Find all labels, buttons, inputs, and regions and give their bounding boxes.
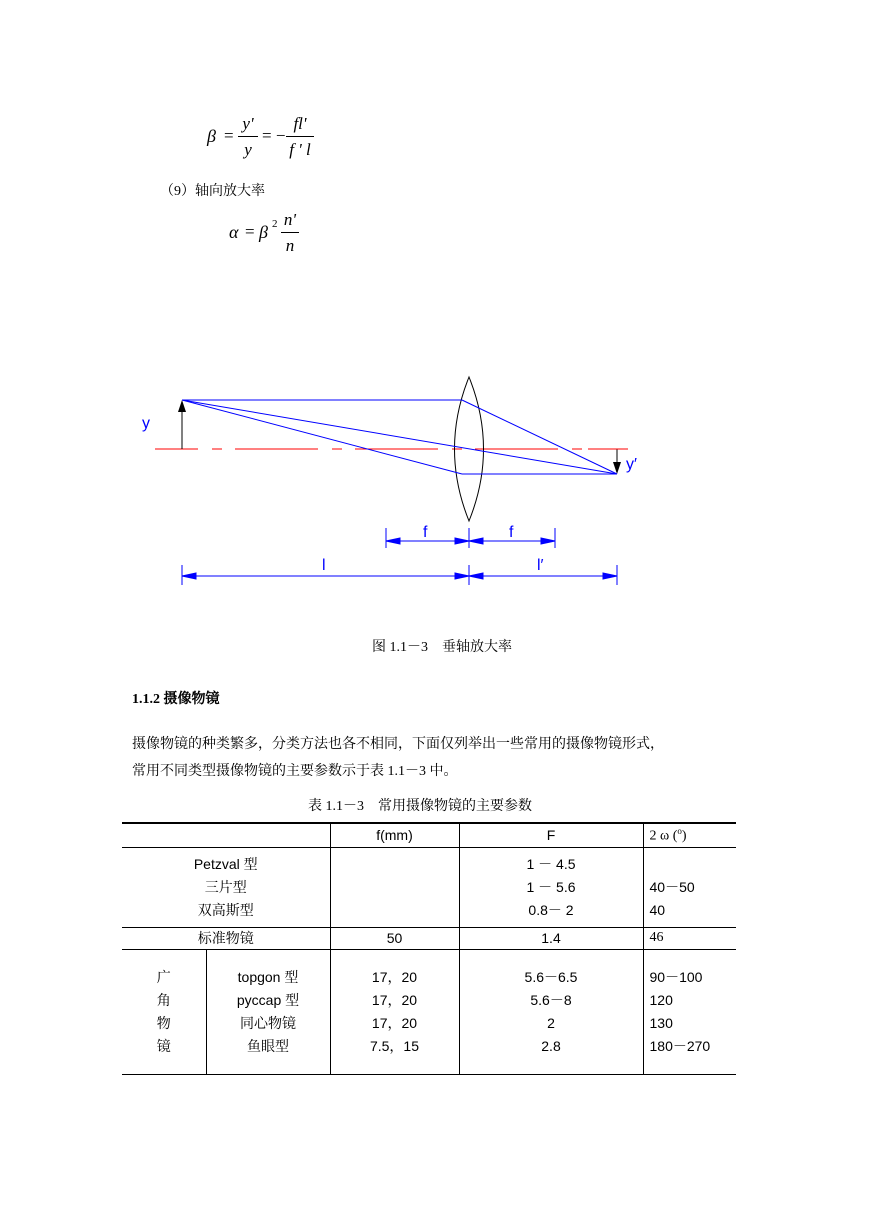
cell (331, 853, 459, 876)
cell (331, 876, 459, 899)
cell: topgon 型 (237, 968, 299, 985)
label-f-left: f (423, 524, 428, 541)
fraction-numerator: n' (283, 210, 297, 229)
section-heading: 1.1.2 摄像物镜 (132, 692, 220, 707)
fraction-denominator: f ' l (289, 140, 311, 159)
header-f: f(mm) (330, 823, 459, 847)
cell: 40－50 (649, 878, 695, 895)
equals-minus: = − (262, 126, 286, 145)
label-y: y (142, 415, 150, 432)
beta-symbol: β (207, 126, 216, 146)
table-header-row (122, 823, 736, 847)
header-F: F (459, 823, 643, 847)
cell: 1 － 5.6 (526, 878, 576, 895)
label-l: l (322, 557, 326, 574)
focal-dimension (386, 528, 555, 548)
cell: 17，20 (371, 991, 418, 1008)
group1-types (122, 847, 330, 927)
table-row-wide-angle (122, 949, 736, 1074)
cell: 1 － 4.5 (526, 855, 576, 872)
fraction-numerator: fl' (293, 114, 307, 133)
cell: 50 (330, 927, 459, 949)
wide-f (330, 949, 459, 1074)
header-w-sup: o (677, 825, 682, 836)
fraction-numerator: y' (242, 114, 254, 133)
type-petzval: Petzval 型 (193, 855, 258, 872)
cell: 130 (649, 1014, 673, 1031)
paragraph-line-2: 常用不同类型摄像物镜的主要参数示于表 1.1－3 中。 (132, 764, 458, 779)
fraction-denominator: y (244, 140, 252, 159)
item-9-label: （9）轴向放大率 (160, 184, 265, 199)
label-y-prime: y′ (626, 456, 637, 473)
cell: 120 (649, 991, 673, 1008)
cell: 1.4 (459, 927, 643, 949)
header-type (122, 823, 330, 847)
table-row-group1 (122, 847, 736, 927)
type-standard: 标准物镜 (122, 927, 330, 949)
cell (650, 853, 737, 876)
equals-sign: = (224, 126, 234, 145)
group1-f (330, 847, 459, 927)
cell: 2 (547, 1014, 555, 1031)
cell: 鱼眼型 (247, 1037, 289, 1054)
cell: 40 (649, 901, 666, 918)
wide-F (459, 949, 643, 1074)
alpha-symbol: α (229, 222, 239, 242)
group-char: 镜 (156, 1037, 171, 1054)
table-row-standard (122, 927, 736, 949)
cell: 5.6－8 (530, 991, 572, 1008)
paragraph-line-1: 摄像物镜的种类繁多，分类方法也各不相同，下面仅列举出一些常用的摄像物镜形式， (132, 737, 664, 752)
label-f-right: f (509, 524, 514, 541)
table-caption: 表 1.1－3 常用摄像物镜的主要参数 (308, 799, 532, 814)
type-triplet: 三片型 (204, 878, 247, 895)
distance-dimension (182, 565, 617, 585)
cell: 17，20 (371, 968, 418, 985)
group1-w (643, 847, 736, 927)
object-arrowhead (178, 400, 186, 412)
light-rays (182, 400, 617, 474)
cell: 7.5，15 (369, 1037, 420, 1054)
wide-types (206, 949, 330, 1074)
cell: 同心物镜 (240, 1014, 296, 1031)
cell: 180－270 (649, 1037, 711, 1054)
cell: 5.6－6.5 (524, 968, 578, 985)
header-w-suffix: ) (681, 828, 687, 844)
type-double-gauss: 双高斯型 (197, 901, 254, 918)
lens-parameters-table (122, 822, 736, 1075)
fraction-denominator: n (285, 236, 295, 255)
group1-F (459, 847, 643, 927)
figure-caption: 图 1.1－3 垂轴放大率 (372, 640, 512, 655)
cell: pyccap 型 (236, 991, 300, 1008)
header-w-prefix: 2 ω ( (649, 828, 678, 844)
group-char: 角 (156, 991, 171, 1008)
cell: 0.8－ 2 (528, 901, 574, 918)
group-char: 物 (156, 1014, 171, 1031)
header-field-angle (643, 823, 736, 847)
cell: 90－100 (649, 968, 703, 985)
label-l-prime: l′ (537, 557, 544, 574)
group-char: 广 (156, 968, 171, 985)
cell: 2.8 (541, 1037, 561, 1054)
exponent: 2 (272, 218, 278, 230)
cell: 17，20 (371, 1014, 418, 1031)
beta-symbol: β (259, 222, 268, 242)
cell (331, 899, 459, 922)
wide-angle-group-label (122, 949, 206, 1074)
cell: 46 (649, 930, 664, 945)
equals-sign: = (245, 222, 255, 241)
wide-w (643, 949, 736, 1074)
